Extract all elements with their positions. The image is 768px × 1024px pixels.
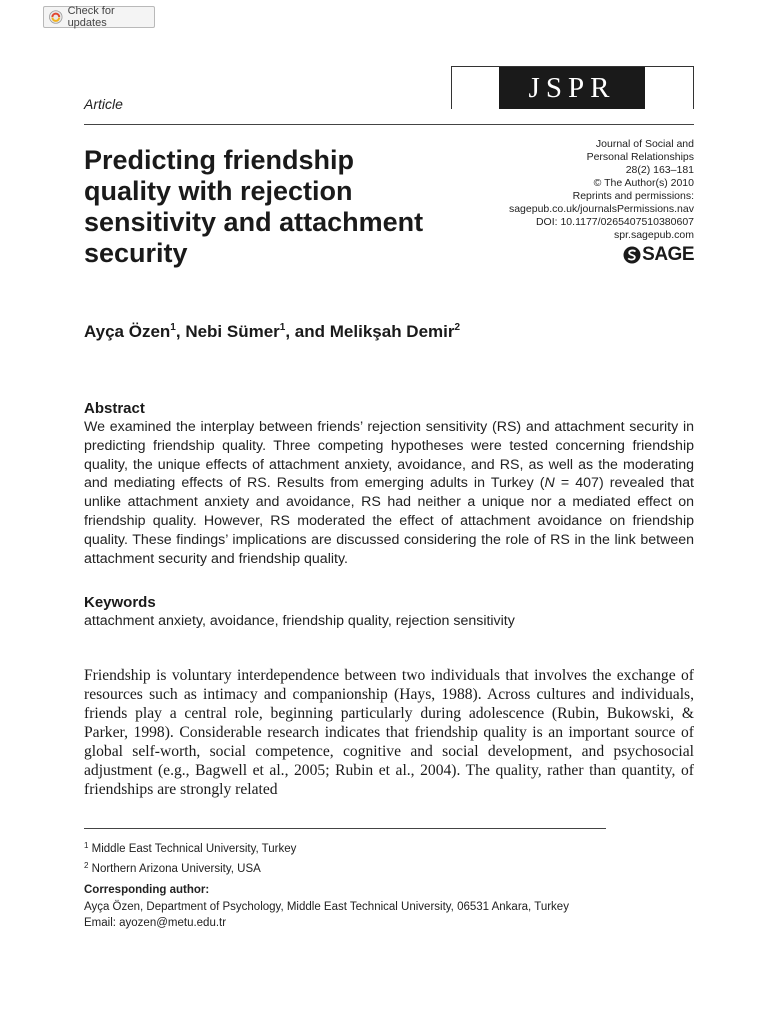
journal-info-line: © The Author(s) 2010 [593,177,694,189]
abstract-heading: Abstract [84,400,145,417]
sage-logo-text: SAGE [642,244,694,265]
author-separator: , and [285,322,330,341]
author-affiliation-mark: 2 [454,322,461,333]
author-name: Ayça Özen [84,322,171,341]
footnote-text: Middle East Technical University, Turkey [91,843,297,855]
footnote [84,858,296,878]
footnote-divider [84,828,606,829]
journal-info-line: 28(2) 163–181 [625,164,694,176]
journal-info-line: Personal Relationships [586,151,694,163]
journal-info-link[interactable]: spr.sagepub.com [614,229,694,241]
footnote-mark: 1 [84,841,89,850]
journal-info [444,138,694,242]
keywords-text: attachment anxiety, avoidance, friendship quality, rejection sensitivity [84,613,515,629]
header-divider [84,124,694,125]
author-name: Nebi Sümer [185,322,280,341]
corresponding-author-details [84,899,569,931]
corresponding-author-email[interactable]: Email: ayozen@metu.edu.tr [84,917,227,929]
journal-info-line: Reprints and permissions: [572,190,694,202]
author-affiliation-mark: 1 [279,322,286,333]
corresponding-author-heading: Corresponding author: [84,884,210,896]
sample-size-symbol: N [544,475,555,492]
check-for-updates-label: Check for updates [67,5,115,29]
author-affiliation-mark: 1 [170,322,176,333]
body-paragraph: Friendship is voluntary interdependence between two individuals that involves the exchange of resources such as intimacy and companionship (Hays, 1988). Across cultures and individuals, friends play a central role, beginning particularly during adolescence (Rubin, Bukowski, & Parker, 1998). Considerable research indicates that friendship quality is an important source of global self-worth, social competence, cognitive and social development, and psychosocial adjustment (e.g., Bagwell et al., 2005; Rubin et al., 2004). The quality, rather than quantity, of friendships are strongly related [84,667,694,798]
corresponding-author-address: Ayça Özen, Department of Psychology, Middle East Technical University, 06531 Ankara, Turkey [84,901,569,913]
abstract-text-part: ) revealed that unlike attachment anxiety and avoidance, RS had neither a unique nor a mediated effect on friendship quality. However, RS moderated the effect of attachment avoidance on friendship quality. These findings’ implications are discussed considering the role of RS in the link between attachment security and friendship quality. [84,475,694,567]
journal-info-link[interactable]: sagepub.co.uk/journalsPermissions.nav [508,203,694,215]
journal-logo: JSPR [499,67,645,109]
sage-swirl-icon [623,246,641,264]
journal-info-doi[interactable]: DOI: 10.1177/0265407510380607 [535,216,694,228]
keywords-heading: Keywords [84,594,156,611]
check-for-updates-icon [49,10,63,24]
footnotes [84,838,296,877]
check-for-updates-button[interactable] [43,6,155,28]
footnote-mark: 2 [84,860,89,870]
author-separator: , [175,322,186,341]
sage-logo [623,244,694,266]
abstract-text [84,418,694,568]
journal-info-line: Journal of Social and [595,138,694,150]
article-type-label: Article [84,96,123,112]
footnote [84,838,296,858]
footnote-text: Northern Arizona University, USA [91,862,261,875]
sample-size-value: = 407 [554,475,599,492]
abstract-text-part: We examined the interplay between friends’ rejection sensitivity (RS) and attachment security in predicting friendship quality. Three competing hypotheses were tested concerning friendship quality, the unique effects of attachment anxiety, avoidance, and RS, as well as the moderating and mediating effects of RS. Results from emerging adults in Turkey ( [84,419,694,492]
paper-title: Predicting friendship quality with rejection sensitivity and attachment security [84,145,424,268]
author-name: Melikşah Demir [329,322,455,341]
author-list [84,322,460,342]
